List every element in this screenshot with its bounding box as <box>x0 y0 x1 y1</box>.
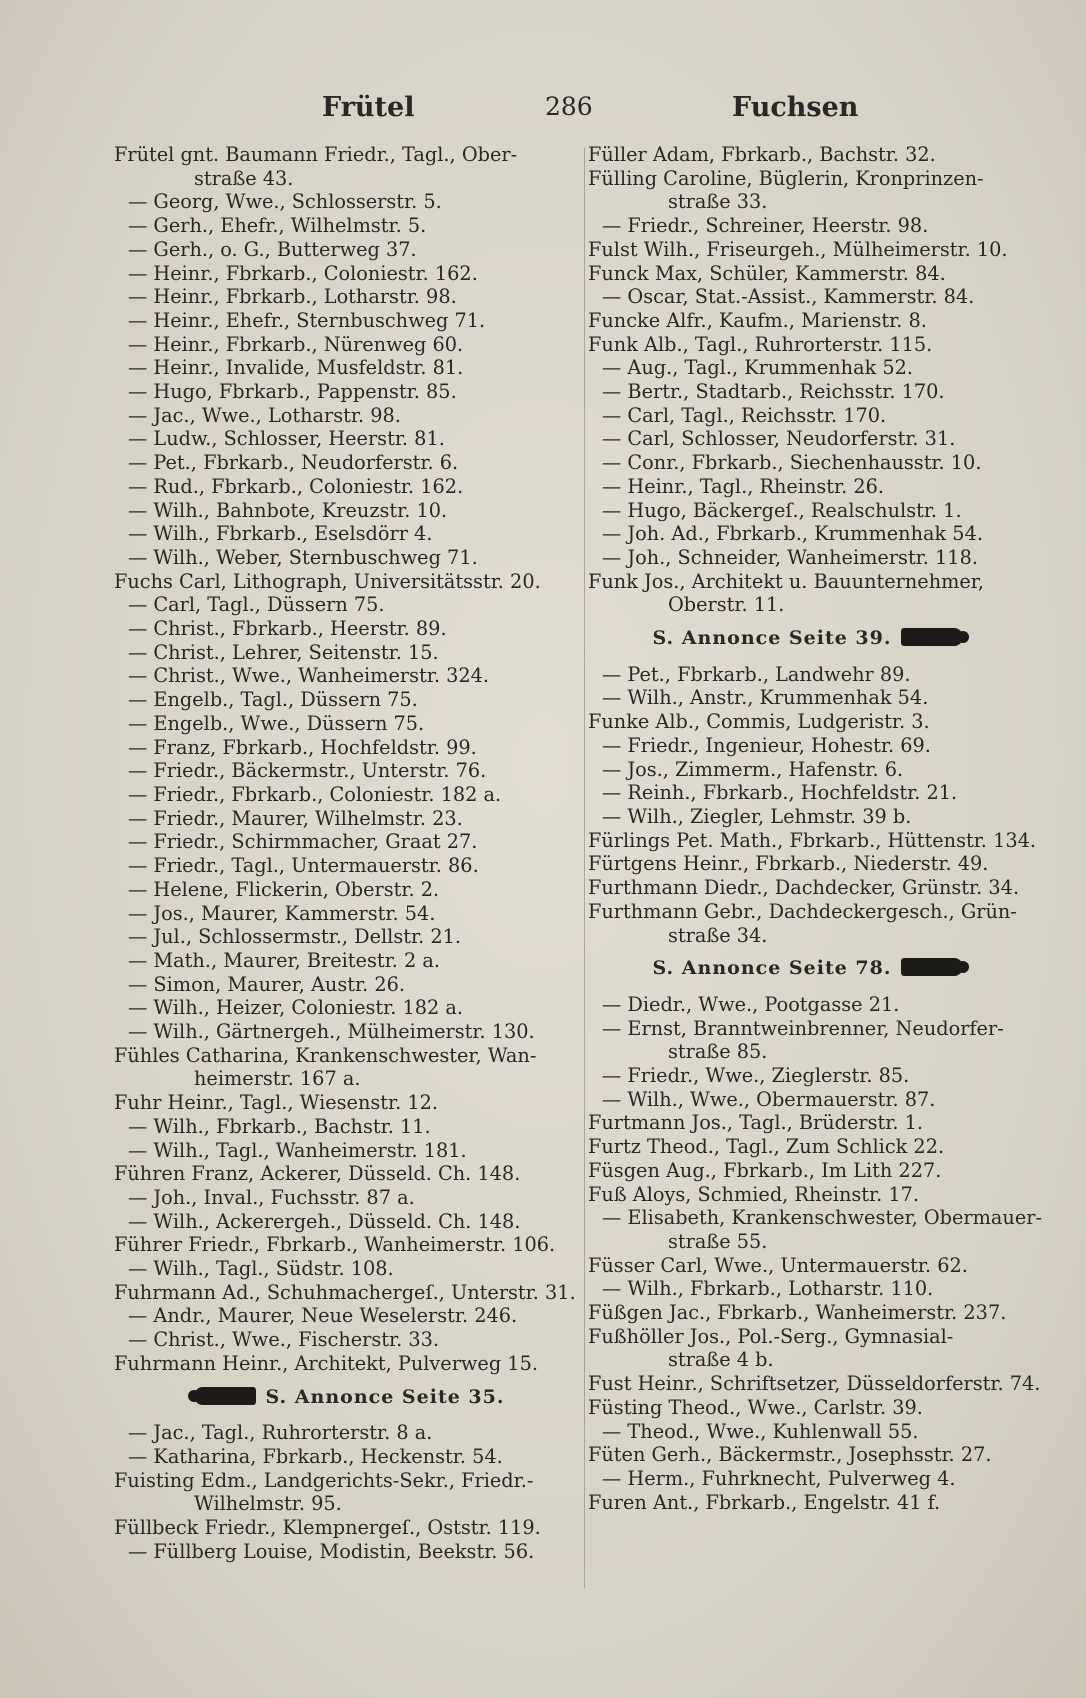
directory-entry: — Friedr., Tagl., Untermauerstr. 86. <box>128 854 479 878</box>
directory-entry: — Friedr., Maurer, Wilhelmstr. 23. <box>128 806 463 830</box>
directory-entry: — Math., Maurer, Breitestr. 2 a. <box>128 948 440 972</box>
directory-entry: — Wilh., Tagl., Wanheimerstr. 181. <box>128 1138 467 1162</box>
directory-entry: — Wilh., Gärtnergeh., Mülheimerstr. 130. <box>128 1020 535 1044</box>
directory-entry: Funk Alb., Tagl., Ruhrorterstr. 115. <box>588 332 933 356</box>
directory-entry: Füllbeck Friedr., Klempnergeſ., Oststr. 119. <box>114 1516 541 1540</box>
annonce-text: S. Annonce Seite 78. <box>652 957 892 980</box>
directory-entry: — Engelb., Wwe., Düssern 75. <box>128 711 425 735</box>
directory-entry: Funk Jos., Architekt u. Bauunternehmer, <box>588 569 985 593</box>
directory-entry: — Wilh., Fbrkarb., Bachstr. 11. <box>128 1114 431 1138</box>
directory-entry: — Reinh., Fbrkarb., Hochfeldstr. 21. <box>602 781 958 805</box>
directory-entry: Füßgen Jac., Fbrkarb., Wanheimerstr. 237. <box>588 1301 1007 1325</box>
directory-entry: — Ernst, Branntweinbrenner, Neudorfer- <box>602 1016 1004 1040</box>
directory-entry: — Wilh., Weber, Sternbuschweg 71. <box>128 545 478 569</box>
directory-entry: — Heinr., Ehefr., Sternbuschweg 71. <box>128 308 486 332</box>
directory-entry: — Friedr., Fbrkarb., Coloniestr. 182 a. <box>128 782 502 806</box>
annonce-reference <box>588 957 1028 981</box>
directory-entry: — Christ., Wwe., Wanheimerstr. 324. <box>128 664 490 688</box>
directory-entry: — Hugo, Bäckergeſ., Realschulstr. 1. <box>602 498 962 522</box>
pointing-hand-icon <box>901 958 963 976</box>
directory-entry: — Füllberg Louise, Modistin, Beekstr. 56. <box>128 1539 535 1563</box>
directory-entry: — Wilh., Bahnbote, Kreuzstr. 10. <box>128 498 448 522</box>
directory-entry: — Heinr., Invalide, Musfeldstr. 81. <box>128 356 464 380</box>
directory-entry: Fürtgens Heinr., Fbrkarb., Niederstr. 49. <box>588 852 989 876</box>
directory-entry: Fust Heinr., Schriftsetzer, Düsseldorferstr. 74. <box>588 1372 1041 1396</box>
directory-entry: — Wilh., Heizer, Coloniestr. 182 a. <box>128 996 464 1020</box>
directory-entry: Frütel gnt. Baumann Friedr., Tagl., Ober- <box>114 143 518 166</box>
directory-entry: Furthmann Diedr., Dachdecker, Grünstr. 34. <box>588 876 1020 900</box>
directory-entry: — Diedr., Wwe., Pootgasse 21. <box>602 992 900 1016</box>
directory-entry: Fuß Aloys, Schmied, Rheinstr. 17. <box>588 1182 920 1206</box>
directory-entry: Furtmann Jos., Tagl., Brüderstr. 1. <box>588 1111 924 1135</box>
directory-entry: — Katharina, Fbrkarb., Heckenstr. 54. <box>128 1444 503 1468</box>
entry-continuation: straße 85. <box>668 1040 768 1064</box>
directory-entry: Furtz Theod., Tagl., Zum Schlick 22. <box>588 1135 945 1159</box>
directory-entry: Funck Max, Schüler, Kammerstr. 84. <box>588 261 946 285</box>
entry-continuation: Wilhelmstr. 95. <box>194 1492 342 1516</box>
right-column <box>588 143 1042 1514</box>
directory-entry: — Heinr., Tagl., Rheinstr. 26. <box>602 474 885 498</box>
directory-entry: — Jac., Tagl., Ruhrorterstr. 8 a. <box>128 1421 433 1445</box>
directory-entry: — Gerh., Ehefr., Wilhelmstr. 5. <box>128 214 427 238</box>
directory-entry: Funke Alb., Commis, Ludgeristr. 3. <box>588 710 930 734</box>
directory-entry: — Wilh., Fbrkarb., Lotharstr. 110. <box>602 1277 934 1301</box>
directory-entry: Fußhöller Jos., Pol.-Serg., Gymnasial- <box>588 1324 954 1348</box>
directory-entry: — Herm., Fuhrknecht, Pulverweg 4. <box>602 1466 956 1490</box>
directory-entry: — Aug., Tagl., Krummenhak 52. <box>602 356 914 380</box>
directory-entry: — Christ., Lehrer, Seitenstr. 15. <box>128 640 439 664</box>
directory-entry: Füsgen Aug., Fbrkarb., Im Lith 227. <box>588 1158 942 1182</box>
page-number: 286 <box>545 92 593 121</box>
directory-entry: — Ludw., Schlosser, Heerstr. 81. <box>128 427 445 451</box>
directory-entry: — Jos., Zimmerm., Hafenstr. 6. <box>602 757 904 781</box>
directory-entry: Füller Adam, Fbrkarb., Bachstr. 32. <box>588 143 936 166</box>
annonce-reference <box>588 627 1028 651</box>
directory-entry: — Georg, Wwe., Schlosserstr. 5. <box>128 190 442 214</box>
directory-entry: Füsser Carl, Wwe., Untermauerstr. 62. <box>588 1253 968 1277</box>
directory-entry: — Wilh., Ackerergeh., Düsseld. Ch. 148. <box>128 1209 521 1233</box>
directory-entry: Fürlings Pet. Math., Fbrkarb., Hüttenstr. 134. <box>588 828 1036 852</box>
directory-entry: — Oscar, Stat.-Assist., Kammerstr. 84. <box>602 285 975 309</box>
directory-entry: — Friedr., Bäckermstr., Unterstr. 76. <box>128 759 487 783</box>
directory-entry: Fühles Catharina, Krankenschwester, Wan- <box>114 1043 537 1067</box>
directory-entry: — Heinr., Fbrkarb., Lotharstr. 98. <box>128 285 457 309</box>
directory-entry: — Carl, Tagl., Reichsstr. 170. <box>602 403 887 427</box>
directory-entry: — Elisabeth, Krankenschwester, Obermauer- <box>602 1206 1042 1230</box>
directory-entry: — Simon, Maurer, Austr. 26. <box>128 972 405 996</box>
entry-continuation: straße 34. <box>668 923 768 947</box>
column-divider <box>584 148 585 1588</box>
directory-entry: — Friedr., Ingenieur, Hohestr. 69. <box>602 733 931 757</box>
header-left-keyword: Frütel <box>322 92 415 123</box>
directory-entry: — Friedr., Schreiner, Heerstr. 98. <box>602 214 929 238</box>
directory-entry: — Rud., Fbrkarb., Coloniestr. 162. <box>128 474 464 498</box>
entry-continuation: heimerstr. 167 a. <box>194 1067 361 1091</box>
directory-entry: Furen Ant., Fbrkarb., Engelstr. 41 f. <box>588 1490 941 1514</box>
directory-entry: — Conr., Fbrkarb., Siechenhausstr. 10. <box>602 451 982 475</box>
directory-entry: Fuhrmann Heinr., Architekt, Pulverweg 15. <box>114 1351 538 1375</box>
directory-entry: — Wilh., Anstr., Krummenhak 54. <box>602 686 929 710</box>
directory-entry: — Theod., Wwe., Kuhlenwall 55. <box>602 1419 919 1443</box>
directory-entry: — Carl, Schlosser, Neudorferstr. 31. <box>602 427 956 451</box>
header-right-keyword: Fuchsen <box>732 92 859 123</box>
directory-entry: — Friedr., Wwe., Zieglerstr. 85. <box>602 1064 910 1088</box>
pointing-hand-icon <box>901 628 963 646</box>
annonce-text: S. Annonce Seite 39. <box>652 627 892 650</box>
directory-entry: — Wilh., Fbrkarb., Eselsdörr 4. <box>128 522 433 546</box>
entry-continuation: straße 4 b. <box>668 1348 774 1372</box>
directory-entry: — Bertr., Stadtarb., Reichsstr. 170. <box>602 380 945 404</box>
directory-entry: — Hugo, Fbrkarb., Pappenstr. 85. <box>128 380 457 404</box>
directory-entry: — Wilh., Ziegler, Lehmstr. 39 b. <box>602 804 912 828</box>
pointing-hand-icon <box>194 1387 256 1405</box>
directory-entry: — Heinr., Fbrkarb., Coloniestr. 162. <box>128 261 478 285</box>
directory-entry: — Wilh., Wwe., Obermauerstr. 87. <box>602 1087 936 1111</box>
directory-entry: Furthmann Gebr., Dachdeckergesch., Grün- <box>588 899 1017 923</box>
directory-entry: Fulst Wilh., Friseurgeh., Mülheimerstr. 10. <box>588 237 1008 261</box>
directory-entry: Füsting Theod., Wwe., Carlstr. 39. <box>588 1395 923 1419</box>
directory-entry: Funcke Alfr., Kaufm., Marienstr. 8. <box>588 308 927 332</box>
directory-entry: Fuisting Edm., Landgerichts-Sekr., Friedr.- <box>114 1468 534 1492</box>
directory-entry: Fuhr Heinr., Tagl., Wiesenstr. 12. <box>114 1091 439 1115</box>
directory-entry: — Jos., Maurer, Kammerstr. 54. <box>128 901 436 925</box>
directory-entry: Führer Friedr., Fbrkarb., Wanheimerstr. 106. <box>114 1233 556 1257</box>
directory-entry: — Wilh., Tagl., Südstr. 108. <box>128 1257 394 1281</box>
directory-entry: Fülling Caroline, Büglerin, Kronprinzen- <box>588 166 984 190</box>
annonce-reference <box>114 1386 584 1410</box>
directory-entry: — Jac., Wwe., Lotharstr. 98. <box>128 403 401 427</box>
page-header <box>0 92 1086 132</box>
entry-continuation: straße 43. <box>194 166 294 190</box>
directory-entry: — Pet., Fbrkarb., Landwehr 89. <box>602 662 911 686</box>
left-column <box>114 143 584 1563</box>
directory-entry: — Christ., Wwe., Fischerstr. 33. <box>128 1328 440 1352</box>
entry-continuation: straße 55. <box>668 1229 768 1253</box>
directory-entry: Führen Franz, Ackerer, Düsseld. Ch. 148. <box>114 1162 521 1186</box>
directory-entry: — Jul., Schlossermstr., Dellstr. 21. <box>128 925 462 949</box>
directory-entry: — Carl, Tagl., Düssern 75. <box>128 593 385 617</box>
annonce-text: S. Annonce Seite 35. <box>265 1385 505 1408</box>
directory-entry: — Engelb., Tagl., Düssern 75. <box>128 688 418 712</box>
directory-entry: — Joh. Ad., Fbrkarb., Krummenhak 54. <box>602 522 983 546</box>
directory-entry: — Heinr., Fbrkarb., Nürenweg 60. <box>128 332 464 356</box>
directory-entry: — Friedr., Schirmmacher, Graat 27. <box>128 830 478 854</box>
directory-entry: — Gerh., o. G., Butterweg 37. <box>128 237 417 261</box>
directory-entry: — Joh., Inval., Fuchsstr. 87 a. <box>128 1185 415 1209</box>
directory-entry: — Franz, Fbrkarb., Hochfeldstr. 99. <box>128 735 477 759</box>
directory-entry: Fuchs Carl, Lithograph, Universitätsstr. 20. <box>114 569 541 593</box>
entry-continuation: straße 33. <box>668 190 768 214</box>
directory-entry: — Helene, Flickerin, Oberstr. 2. <box>128 877 440 901</box>
directory-entry: — Pet., Fbrkarb., Neudorferstr. 6. <box>128 451 459 475</box>
directory-entry: Füten Gerh., Bäckermstr., Josephsstr. 27. <box>588 1443 992 1467</box>
directory-entry: Fuhrmann Ad., Schuhmachergeſ., Unterstr. 31. <box>114 1280 576 1304</box>
entry-continuation: Oberstr. 11. <box>668 593 785 617</box>
directory-entry: — Andr., Maurer, Neue Weselerstr. 246. <box>128 1304 518 1328</box>
directory-entry: — Christ., Fbrkarb., Heerstr. 89. <box>128 617 447 641</box>
directory-entry: — Joh., Schneider, Wanheimerstr. 118. <box>602 545 978 569</box>
